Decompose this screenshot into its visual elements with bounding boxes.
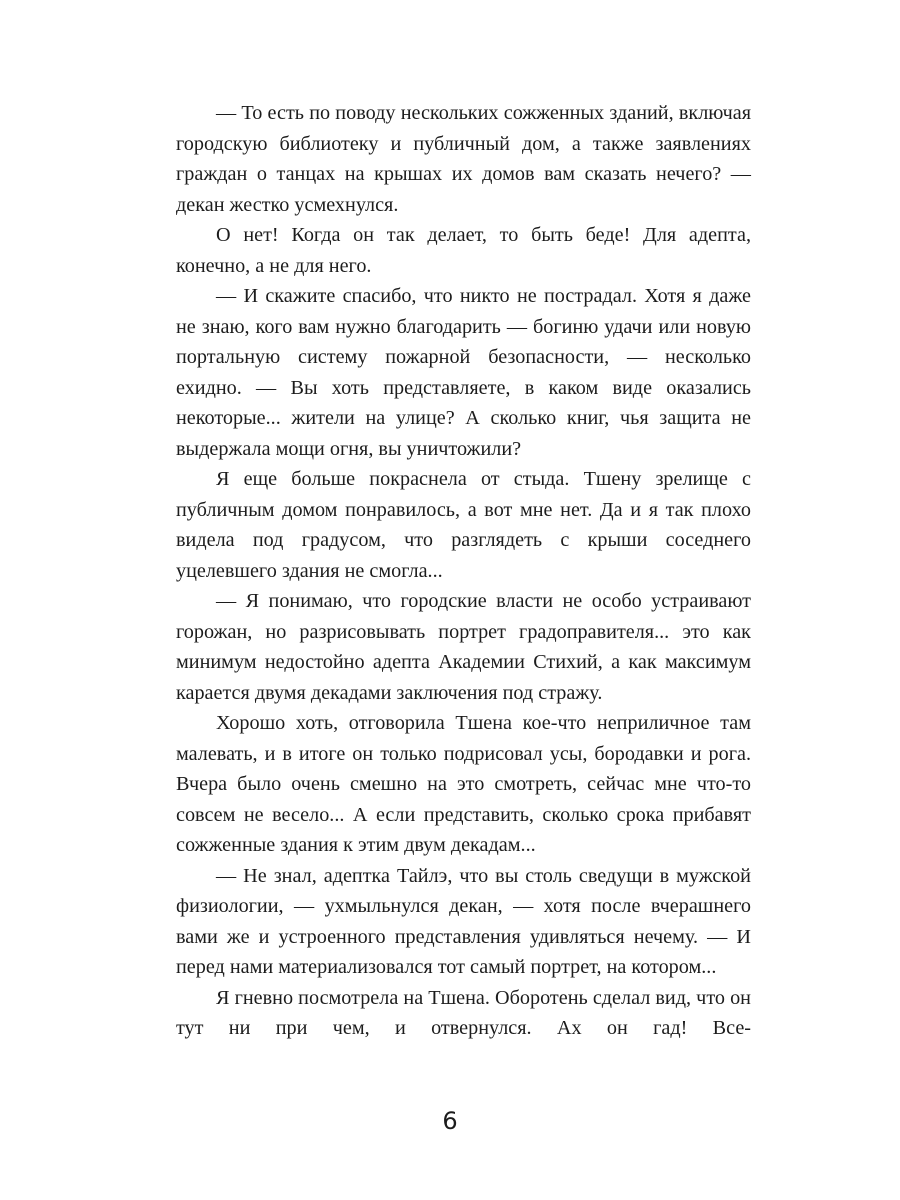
paragraph: Хорошо хоть, отговорила Тшена кое-что неприличное там малевать, и в итоге он только подрисовал усы, бородавки и рога. Вчера было очень смешно на это смотреть, сейчас мне что-то совсем не весело... А если представить, сколько срока прибавят сожженные здания к этим двум декадам... [176,712,751,856]
body-text [176,98,751,1044]
paragraph: — То есть по поводу нескольких сожженных зданий, включая городскую библиотеку и публичный дом, а также заявлениях граждан о танцах на крышах их домов вам сказать нечего? — декан жестко усмехнулся. [176,102,751,216]
paragraph: — Не знал, адептка Тайлэ, что вы столь сведущи в мужской физиологии, — ухмыльнулся декан, — хотя после вчерашнего вами же и устроенного представления удивляться нечему. — И перед нами материализовался тот самый портрет, на котором... [176,864,751,978]
paragraph: Я еще больше покраснела от стыда. Тшену зрелище с публичным домом понравилось, а вот мне нет. Да и я так плохо видела под градусом, что разглядеть с крыши соседнего уцелевшего здания не смогла... [176,468,751,582]
paragraph: — И скажите спасибо, что никто не пострадал. Хотя я даже не знаю, кого вам нужно благодарить — богиню удачи или новую портальную систему пожарной безопасности, — несколько ехидно. — Вы хоть представляете, в каком виде оказались некоторые... жители на улице? А сколько книг, чья защита не выдержала мощи огня, вы уничтожили? [176,285,751,460]
paragraph: Я гневно посмотрела на Тшена. Оборотень сделал вид, что он тут ни при чем, и отвернулся. Ах он гад! Все- [176,986,751,1039]
page-number: 6 [442,1107,458,1135]
paragraph: — Я понимаю, что городские власти не особо устраивают горожан, но разрисовывать портрет градоправителя... это как минимум недостойно адепта Академии Стихий, а как максимум карается двумя декадами заключения под стражу. [176,590,751,704]
paragraph: О нет! Когда он так делает, то быть беде! Для адепта, конечно, а не для него. [176,224,751,277]
